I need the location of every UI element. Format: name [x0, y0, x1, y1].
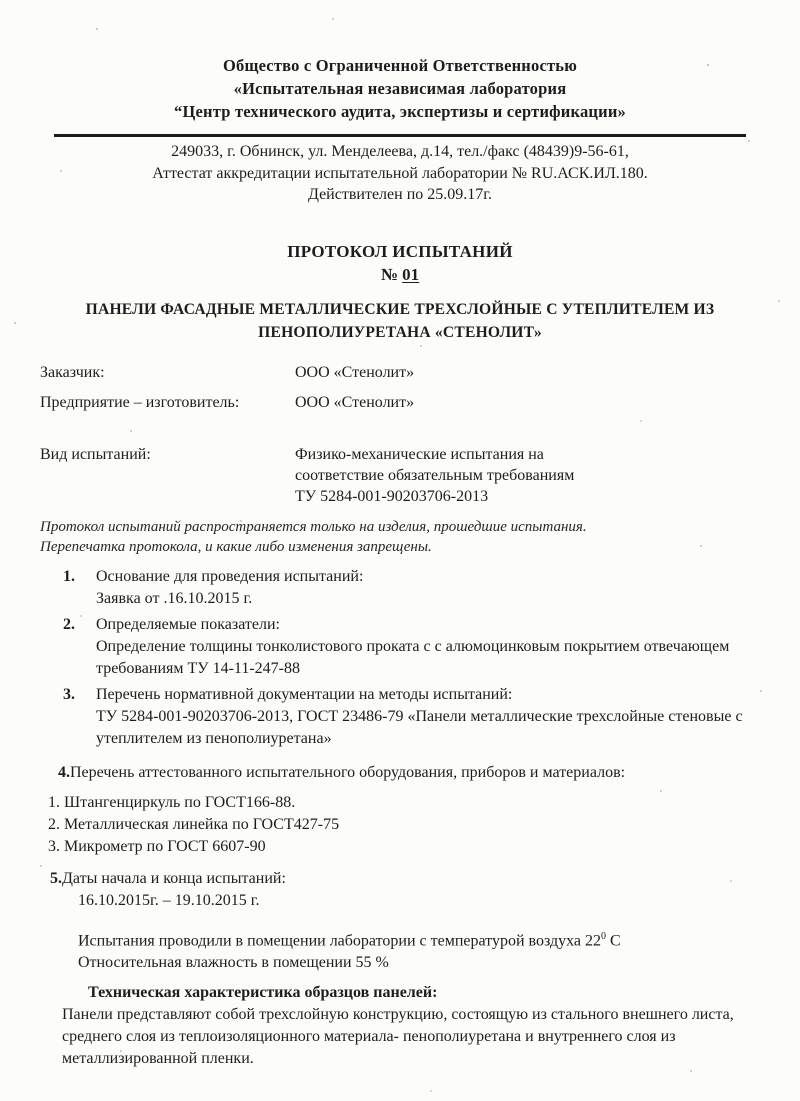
item-body	[96, 684, 760, 750]
section5-heading	[50, 868, 760, 890]
section4-number: 4.	[58, 763, 70, 781]
customer-row	[40, 362, 760, 383]
address-line: 249033, г. Обнинск, ул. Менделеева, д.14, тел./факс (48439)9-56-61,	[171, 143, 629, 160]
valid-until-line: Действителен по 25.09.17г.	[307, 186, 493, 203]
item-number: 2.	[63, 615, 75, 633]
test-type-label: Вид испытаний:	[40, 445, 151, 463]
item-body	[96, 566, 760, 610]
protocol-number	[40, 263, 760, 286]
subject-line-2: ПЕНОПОЛИУРЕТАНА «СТЕНОЛИТ»	[258, 323, 542, 341]
tech-characteristics-paragraph: Панели представляют собой трехслойную конструкцию, состоящую из стального внешнего листа, среднего слоя из теплоизоляционного материала- пенополиуретана и внутреннего слоя из металлизированной пленки.	[62, 1005, 734, 1067]
customer-value: ООО «Стенолит»	[295, 363, 415, 381]
item-title: Основание для проведения испытаний:	[96, 567, 364, 585]
numbered-list	[40, 566, 760, 750]
conditions-block	[40, 926, 760, 974]
protocol-title: ПРОТОКОЛ ИСПЫТАНИЙ	[287, 241, 513, 261]
org-name-block	[40, 54, 760, 123]
manufacturer-value: ООО «Стенолит»	[295, 393, 415, 411]
disclaimer-block	[40, 517, 760, 558]
section4-heading	[40, 762, 760, 784]
equipment-item: 1. Штангенциркуль по ГОСТ166-88.	[48, 793, 296, 811]
humidity-line: Относительная влажность в помещении 55 %	[78, 953, 389, 971]
subject-line-1: ПАНЕЛИ ФАСАДНЫЕ МЕТАЛЛИЧЕСКИЕ ТРЕХСЛОЙНЫЕ С УТЕПЛИТЕЛЕМ ИЗ	[85, 300, 715, 318]
list-item-normative-docs	[40, 684, 760, 750]
fields-block	[40, 362, 760, 507]
temperature-superscript: 0	[601, 930, 607, 942]
equipment-item: 2. Металлическая линейка по ГОСТ427-75	[48, 815, 340, 833]
item-text: ТУ 5284-001-90203706-2013, ГОСТ 23486-79 «Панели металлические трехслойные стеновые с утеплителем из пенополиуретана»	[96, 707, 743, 747]
section5-title: Даты начала и конца испытаний:	[62, 869, 286, 887]
equipment-list	[40, 792, 760, 858]
contact-block	[40, 141, 760, 206]
temperature-line	[78, 926, 760, 952]
disclaimer-line-2: Перепечатка протокола, и какие либо изменения запрещены.	[40, 539, 432, 555]
tech-characteristics-heading: Техническая характеристика образцов панелей:	[88, 983, 438, 1001]
accreditation-line: Аттестат аккредитации испытательной лаборатории № RU.АСК.ИЛ.180.	[152, 164, 648, 182]
test-type-line-3: ТУ 5284-001-90203706-2013	[295, 487, 489, 505]
protocol-number-label: №	[380, 264, 403, 284]
scan-noise	[0, 0, 2, 2]
org-name-line-2: «Испытательная независимая лаборатория	[233, 79, 567, 98]
manufacturer-label: Предприятие – изготовитель:	[40, 393, 240, 411]
section5-block	[40, 868, 760, 912]
item-title: Определяемые показатели:	[96, 615, 280, 633]
section5-number: 5.	[50, 869, 62, 887]
list-item-indicators	[40, 614, 760, 680]
list-item-basis	[40, 566, 760, 610]
equipment-item: 3. Микрометр по ГОСТ 6607-90	[48, 837, 266, 855]
test-dates: 16.10.2015г. – 19.10.2015 г.	[78, 891, 260, 909]
test-type-line-1: Физико-механические испытания на	[295, 445, 544, 463]
item-title: Перечень нормативной документации на методы испытаний:	[96, 685, 513, 703]
section4-title: Перечень аттестованного испытательного оборудования, приборов и материалов:	[70, 763, 626, 781]
org-name-line-1: Общество с Ограниченной Ответственностью	[222, 56, 578, 75]
manufacturer-row	[40, 392, 760, 413]
customer-label: Заказчик:	[40, 363, 105, 381]
item-text: Заявка от .16.10.2015 г.	[96, 589, 253, 607]
item-number: 1.	[63, 567, 75, 585]
protocol-number-value: 01	[402, 264, 420, 284]
org-name-line-3: “Центр технического аудита, экспертизы и сертификации»	[174, 102, 626, 121]
temperature-unit: С	[606, 931, 621, 949]
item-number: 3.	[63, 685, 75, 703]
subject-block	[40, 298, 760, 344]
test-type-line-2: соответствие обязательным требованиям	[295, 466, 575, 484]
item-text: Определение толщины тонколистового проката с с алюмоцинковым покрытием отвечающем требованиям ТУ 14-11-247-88	[96, 637, 730, 677]
item-body	[96, 614, 760, 680]
test-type-row	[40, 444, 760, 507]
disclaimer-line-1: Протокол испытаний распространяется только на изделия, прошедшие испытания.	[40, 518, 587, 535]
header-divider	[54, 134, 746, 137]
test-type-value	[295, 444, 574, 507]
temperature-text: Испытания проводили в помещении лаборатории с температурой воздуха 22	[78, 931, 602, 949]
